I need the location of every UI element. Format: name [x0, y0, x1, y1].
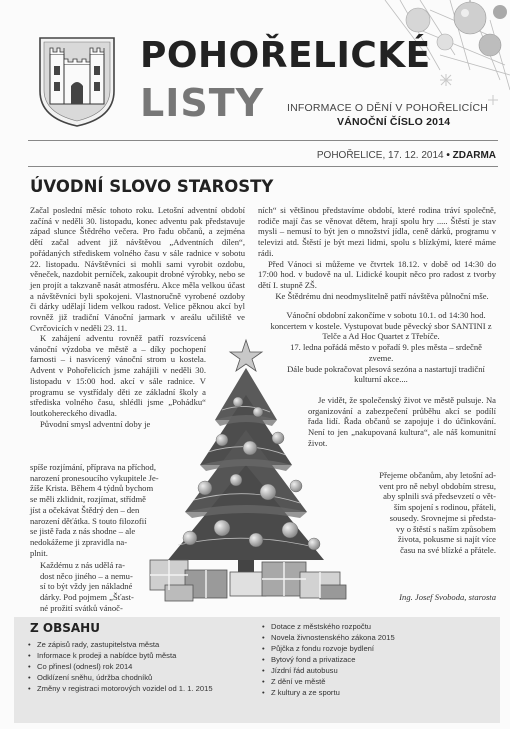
contents-item[interactable]: • Jízdní řád autobusu: [262, 665, 492, 676]
contents-item[interactable]: • Z dění ve městě: [262, 676, 492, 687]
text-line: aby splnili svá předsevzetí o vět-: [383, 491, 496, 502]
article-column-2-events: [270, 310, 492, 385]
text-line: dárky. Pod pojmem „Šťast-: [40, 592, 134, 603]
masthead-title-line2: LISTY: [140, 81, 265, 125]
issue-label: VÁNOČNÍ ČÍSLO 2014: [337, 116, 451, 128]
text-line: né prožití svátků vánoč-: [40, 602, 123, 613]
article-column-2-top: [258, 205, 496, 301]
text-line: se jistě řada z nás shodne – ale: [30, 526, 136, 537]
contents-box: [14, 617, 500, 723]
text-line: času na své blízké a přátele.: [400, 544, 496, 555]
text-line: narození děťátka. S touto filozofií: [30, 515, 147, 526]
paragraph-ball: 17. ledna pořádá město v pořadí 9. ples města – srdečně zveme.: [290, 342, 482, 363]
article-column-1-bottom: [40, 560, 140, 614]
masthead-subtitle: INFORMACE O DĚNÍ V POHOŘELICÍCH: [287, 102, 489, 114]
text-line: narození pronesoucího vykupitele Je-: [30, 472, 159, 483]
contents-item[interactable]: • Dotace z městského rozpočtu: [262, 621, 492, 632]
text-line: spíše rozjímání, příprava na příchod,: [30, 462, 157, 472]
contents-item[interactable]: • Z kultury a ze sportu: [262, 687, 492, 698]
article-column-1-advent: [30, 333, 206, 429]
masthead-title-line1: POHOŘELICKÉ: [140, 35, 431, 76]
paragraph-school-sale: Před Vánoci si můžeme ve čtvrtek 18.12. v době od 14:30 do 17:00 hod. v budově na ul. Lidické koupit něco pro radost z tvorby dětí I. stupně ZŠ.: [258, 258, 496, 290]
text-line: sí to být vždy jen nákladné: [40, 581, 133, 592]
price-label: ZDARMA: [452, 150, 496, 161]
text-line: ším spojení s rodinou, přáteli,: [393, 502, 496, 513]
article-column-2-wishes: [320, 470, 496, 556]
text-line: vy o štěstí s naším způsobem: [395, 523, 496, 534]
text-line: sousedy. Srovnejme si předsta-: [389, 512, 496, 523]
paragraph-intro: Začal poslední měsíc tohoto roku. Letošní adventní období začíná v neděli 30. listopadu, konec adventu pak představuje západ slunce Štědrého večera. Pro řadu občanů, a zejména dětí začal advent již návštěvou „Adventních dílen“, pořádaných střediskem volného času v sále radnice v sobotu 22. listopadu. Návštěvníci si mohli sami vyrobit ozdobu, věneček, nazdobit perníček, zakoupit drobné výrobky, nebo se jen projít a takzvaně nasát atmosféru. Akce měla velkou účast a návštěvníci byli spokojeni. Vlastnoručně vyrobené ozdoby či dárky udělají lidem velkou radost. Velice pěknou akcí byl rovněž již tradiční Vánoční jarmark v areálu učiliště ve Cvrčovicích v neděli 23. 11.: [30, 205, 245, 333]
paragraph-midnight-mass: Ke Štědrému dni neodmyslitelně patří návštěva půlnoční mše.: [275, 290, 489, 301]
article-headline: ÚVODNÍ SLOVO STAROSTY: [30, 177, 274, 196]
contents-item[interactable]: • Ze zápisů rady, zastupitelstva města: [28, 639, 248, 650]
text-line: života, pokusme si najít více: [397, 534, 496, 545]
paragraph-season: Dále bude pokračovat plesová sezóna a nastartují tradiční kulturní akce....: [287, 363, 485, 385]
text-line: se měli zklidnit, rozjímat, střídmě: [30, 494, 146, 505]
paragraph-advent-opening: K zahájení adventu rovněž patří rozsvícená vánoční výzdoba ve městě a – díky pochopení farnosti – i nasvícený vánoční strom u kostela. Advent v Pohořelicích jsme zahájili v neděli 30. listopadu v 15:00 hod. akcí v sále radnice. V programu se vystřídaly děti ze základní školy a střediska volného času, shlédli jsme „Pohádku“ loutkohereckého divadla.: [30, 333, 206, 418]
paragraph-advent-meaning-start: Původní smysl adventní doby je: [40, 418, 151, 429]
text-line: žíše Krista. Během 4 týdnů bychom: [30, 483, 154, 494]
dateline: POHOŘELICE, 17. 12. 2014 • ZDARMA: [316, 150, 496, 161]
date-place: POHOŘELICE, 17. 12. 2014: [316, 150, 444, 161]
contents-item[interactable]: • Půjčka z fondu rozvoje bydlení: [262, 643, 492, 654]
article-column-1-top: [30, 205, 245, 333]
text-line: plnit.: [30, 547, 48, 558]
contents-item[interactable]: • Bytový fond a privatizace: [262, 654, 492, 665]
contents-list-left: [28, 639, 248, 694]
article-signature: Ing. Josef Svoboda, starosta: [399, 592, 496, 602]
article-column-2-community: [308, 395, 496, 449]
contents-item[interactable]: • Co přinesl (odnesl) rok 2014: [28, 661, 248, 672]
paragraph-concert: Vánoční obdobní zakončíme v sobotu 10.1. od 14:30 hod. koncertem v kostele. Vystupovat bude pěvecký sbor SANTINI z Telče a Ad Hoc Quartet z Třebíče.: [270, 310, 492, 342]
contents-heading: Z OBSAHU: [30, 621, 100, 635]
text-line: dost něco jiného – a nemu-: [40, 570, 133, 581]
text-line: Každému z nás udělá ra-: [40, 560, 125, 570]
contents-list-right: [262, 621, 492, 698]
text-line: nedokážeme ji zpravidla na-: [30, 536, 128, 547]
paragraph-happiness: ních“ si většinou představíme období, které rodina tráví společně, rodiče mají čas se věnovat dětem, hrají spolu hry ..... Štěstí je stav mysli – nemusí to být jen o množství jídla, ceně dárků, programu v televizi atd. Štěstí je být mezi lidmi, spolu s blízkými, které máme rádi.: [258, 205, 496, 258]
contents-item[interactable]: • Novela živnostenského zákona 2015: [262, 632, 492, 643]
contents-item[interactable]: • Informace k prodeji a nabídce bytů města: [28, 650, 248, 661]
text-line: Přejeme občanům, aby letošní ad-: [379, 470, 496, 480]
paragraph-community: Je vidět, že společenský život ve městě pulsuje. Na organizování a zabezpečení průběhu akcí se podílí řada lidí. Řada občanů se zapojuje i do účinkování. Není to jen „nakupovaná kultura“, ale náš komunitní život.: [308, 395, 496, 448]
article-column-1-wrap: [30, 462, 170, 558]
text-line: vent pro ně nebyl obdobím stresu,: [379, 480, 496, 491]
contents-item[interactable]: • Změny v registraci motorových vozidel od 1. 1. 2015: [28, 683, 248, 694]
text-line: jíst a očekávat Štědrý den – den: [30, 504, 140, 515]
contents-item[interactable]: • Odklízení sněhu, údržba chodníků: [28, 672, 248, 683]
